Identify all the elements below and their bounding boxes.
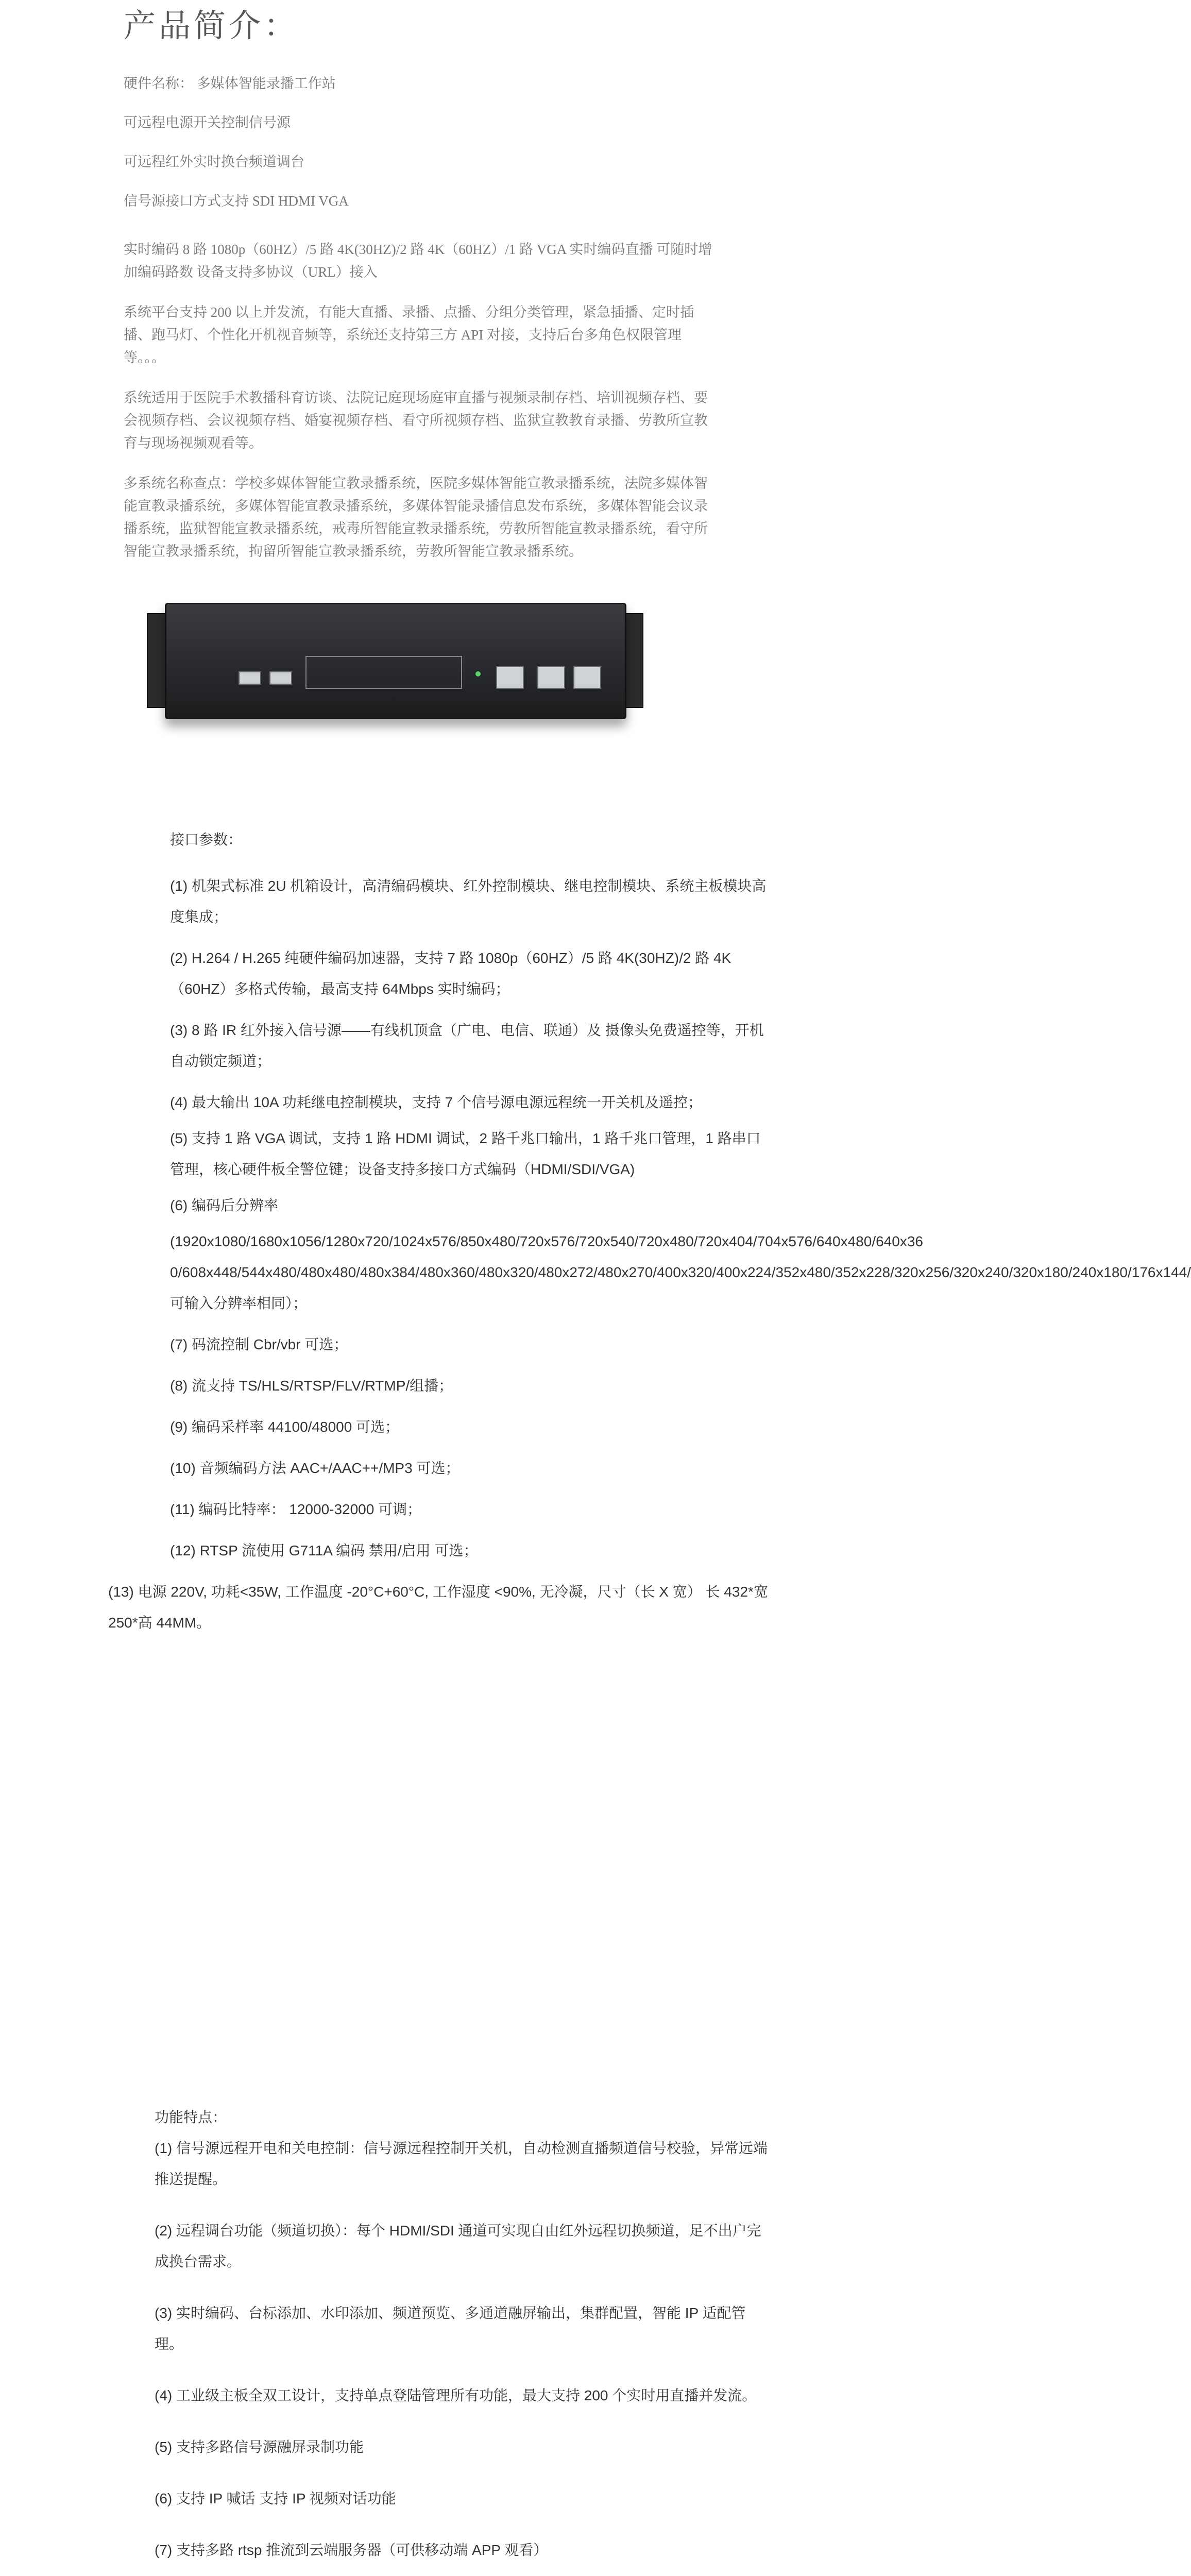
function-item: (5) 支持多路信号源融屏录制功能 — [155, 2439, 364, 2455]
param-item: (1) 机架式标准 2U 机箱设计，高清编码模块、红外控制模块、继电控制模块、系统主板模块高度集成； — [170, 878, 767, 925]
function-item: (3) 实时编码、台标添加、水印添加、频道预览、多通道融屏输出，集群配置，智能 IP 适配管理。 — [155, 2305, 746, 2352]
param-item: (8) 流支持 TS/HLS/RTSP/FLV/RTMP/组播； — [170, 1378, 453, 1394]
param-item: (7) 码流控制 Cbr/vbr 可选； — [170, 1336, 348, 1352]
function-item: (7) 支持多路 rtsp 推流到云端服务器（可供移动端 APP 观看） — [155, 2542, 548, 2558]
param-item: (10) 音频编码方法 AAC+/AAC++/MP3 可选； — [170, 1460, 460, 1476]
param-item: (1920x1080/1680x1056/1280x720/1024x576/850x480/720x576/720x540/720x480/720x404/704x576/640x480/640x36 0/608x448/544x480/480x480/480x384/480x360/480x320/480x272/480x270/400x320/400x224/352x480/352x228/320x256/320x240/320x180/240x180/176x144/可输入分辨率相同）； — [170, 1233, 1191, 1311]
intro-line: 可远程红外实时换台频道调台 — [124, 154, 304, 170]
param-item: (12) RTSP 流使用 G711A 编码 禁用/启用 可选； — [170, 1543, 478, 1558]
ethernet-port-icon — [573, 666, 601, 689]
ethernet-port-icon — [496, 666, 524, 689]
page-title: 产品简介： — [124, 9, 299, 44]
params-section — [108, 824, 1191, 1638]
intro-para: 实时编码 8 路 1080p（60HZ）/5 路 4K(30HZ)/2 路 4K（60HZ）/1 路 VGA 实时编码直播 可随时增加编码路数 设备支持多协议（URL）接入 — [124, 242, 712, 280]
led-icon — [475, 671, 481, 676]
param-item: (6) 编码后分辨率 — [170, 1197, 279, 1213]
ethernet-port-icon — [537, 666, 565, 689]
param-item: (4) 最大输出 10A 功耗继电控制模块，支持 7 个信号源电源远程统一开关机及遥控； — [170, 1094, 702, 1110]
intro-line: 信号源接口方式支持 SDI HDMI VGA — [124, 193, 349, 209]
param-item: (5) 支持 1 路 VGA 调试，支持 1 路 HDMI 调试，2 路千兆口输出，1 路千兆口管理，1 路串口管理，核心硬件板全警位键；设备支持多接口方式编码（HDMI/SDI/VGA) — [170, 1130, 761, 1177]
function-item: (2) 远程调台功能（频道切换）：每个 HDMI/SDI 通道可实现自由红外远程切换频道，足不出户完成换台需求。 — [155, 2223, 761, 2269]
function-item: (6) 支持 IP 喊话 支持 IP 视频对话功能 — [155, 2490, 396, 2506]
intro-para: 系统适用于医院手术教播科育访谈、法院记庭现场庭审直播与视频录制存档、培训视频存档、要会视频存档、会议视频存档、婚宴视频存档、看守所视频存档、监狱宣教教育录播、劳教所宣教育与现场视频观看等。 — [124, 390, 708, 451]
device-photo — [147, 592, 641, 726]
function-item: (4) 工业级主板全双工设计，支持单点登陆管理所有功能，最大支持 200 个实时用直播并发流。 — [155, 2387, 757, 2403]
intro-line: 可远程电源开关控制信号源 — [124, 115, 291, 130]
intro-line: 硬件名称： 多媒体智能录播工作站 — [124, 76, 336, 91]
intro-section — [124, 72, 716, 563]
port-icon — [239, 671, 261, 685]
functions-section — [155, 2102, 773, 2576]
front-panel — [305, 656, 462, 689]
device-body — [165, 603, 626, 719]
intro-para: 多系统名称查点：学校多媒体智能宣教录播系统，医院多媒体智能宣教录播系统，法院多媒体智能宣教录播系统，多媒体智能宣教录播系统，多媒体智能录播信息发布系统，多媒体智能会议录播系统，监狱智能宣教录播系统，戒毒所智能宣教录播系统，劳教所智能宣教录播系统，看守所智能宣教录播系统，拘留所智能宣教录播系统，劳教所智能宣教录播系统。 — [124, 476, 708, 559]
param-item: (11) 编码比特率： 12000-32000 可调； — [170, 1501, 422, 1517]
param-item: (3) 8 路 IR 红外接入信号源——有线机顶盒（广电、电信、联通）及 摄像头免费遥控等，开机自动锁定频道； — [170, 1022, 764, 1069]
functions-heading: 功能特点： — [155, 2109, 227, 2125]
intro-para: 系统平台支持 200 以上并发流，有能大直播、录播、点播、分组分类管理，紧急插播、定时插播、跑马灯、个性化开机视音频等，系统还支持第三方 API 对接，支持后台多角色权限管理等。。。 — [124, 304, 694, 365]
function-item: (1) 信号源远程开电和关电控制：信号源远程控制开关机，自动检测直播频道信号校验，异常远端推送提醒。 — [155, 2140, 768, 2187]
params-heading: 接口参数： — [170, 832, 243, 848]
param-item: (13) 电源 220V, 功耗<35W, 工作温度 -20°C+60°C, 工作湿度 <90%, 无冷凝，尺寸（长 X 宽） 长 432*宽 250*高 44MM。 — [108, 1584, 768, 1631]
param-item: (2) H.264 / H.265 纯硬件编码加速器，支持 7 路 1080p（60HZ）/5 路 4K(30HZ)/2 路 4K（60HZ）多格式传输，最高支持 64Mbps 实时编码； — [170, 950, 731, 997]
param-item: (9) 编码采样率 44100/48000 可选； — [170, 1419, 400, 1435]
port-icon — [269, 671, 292, 685]
